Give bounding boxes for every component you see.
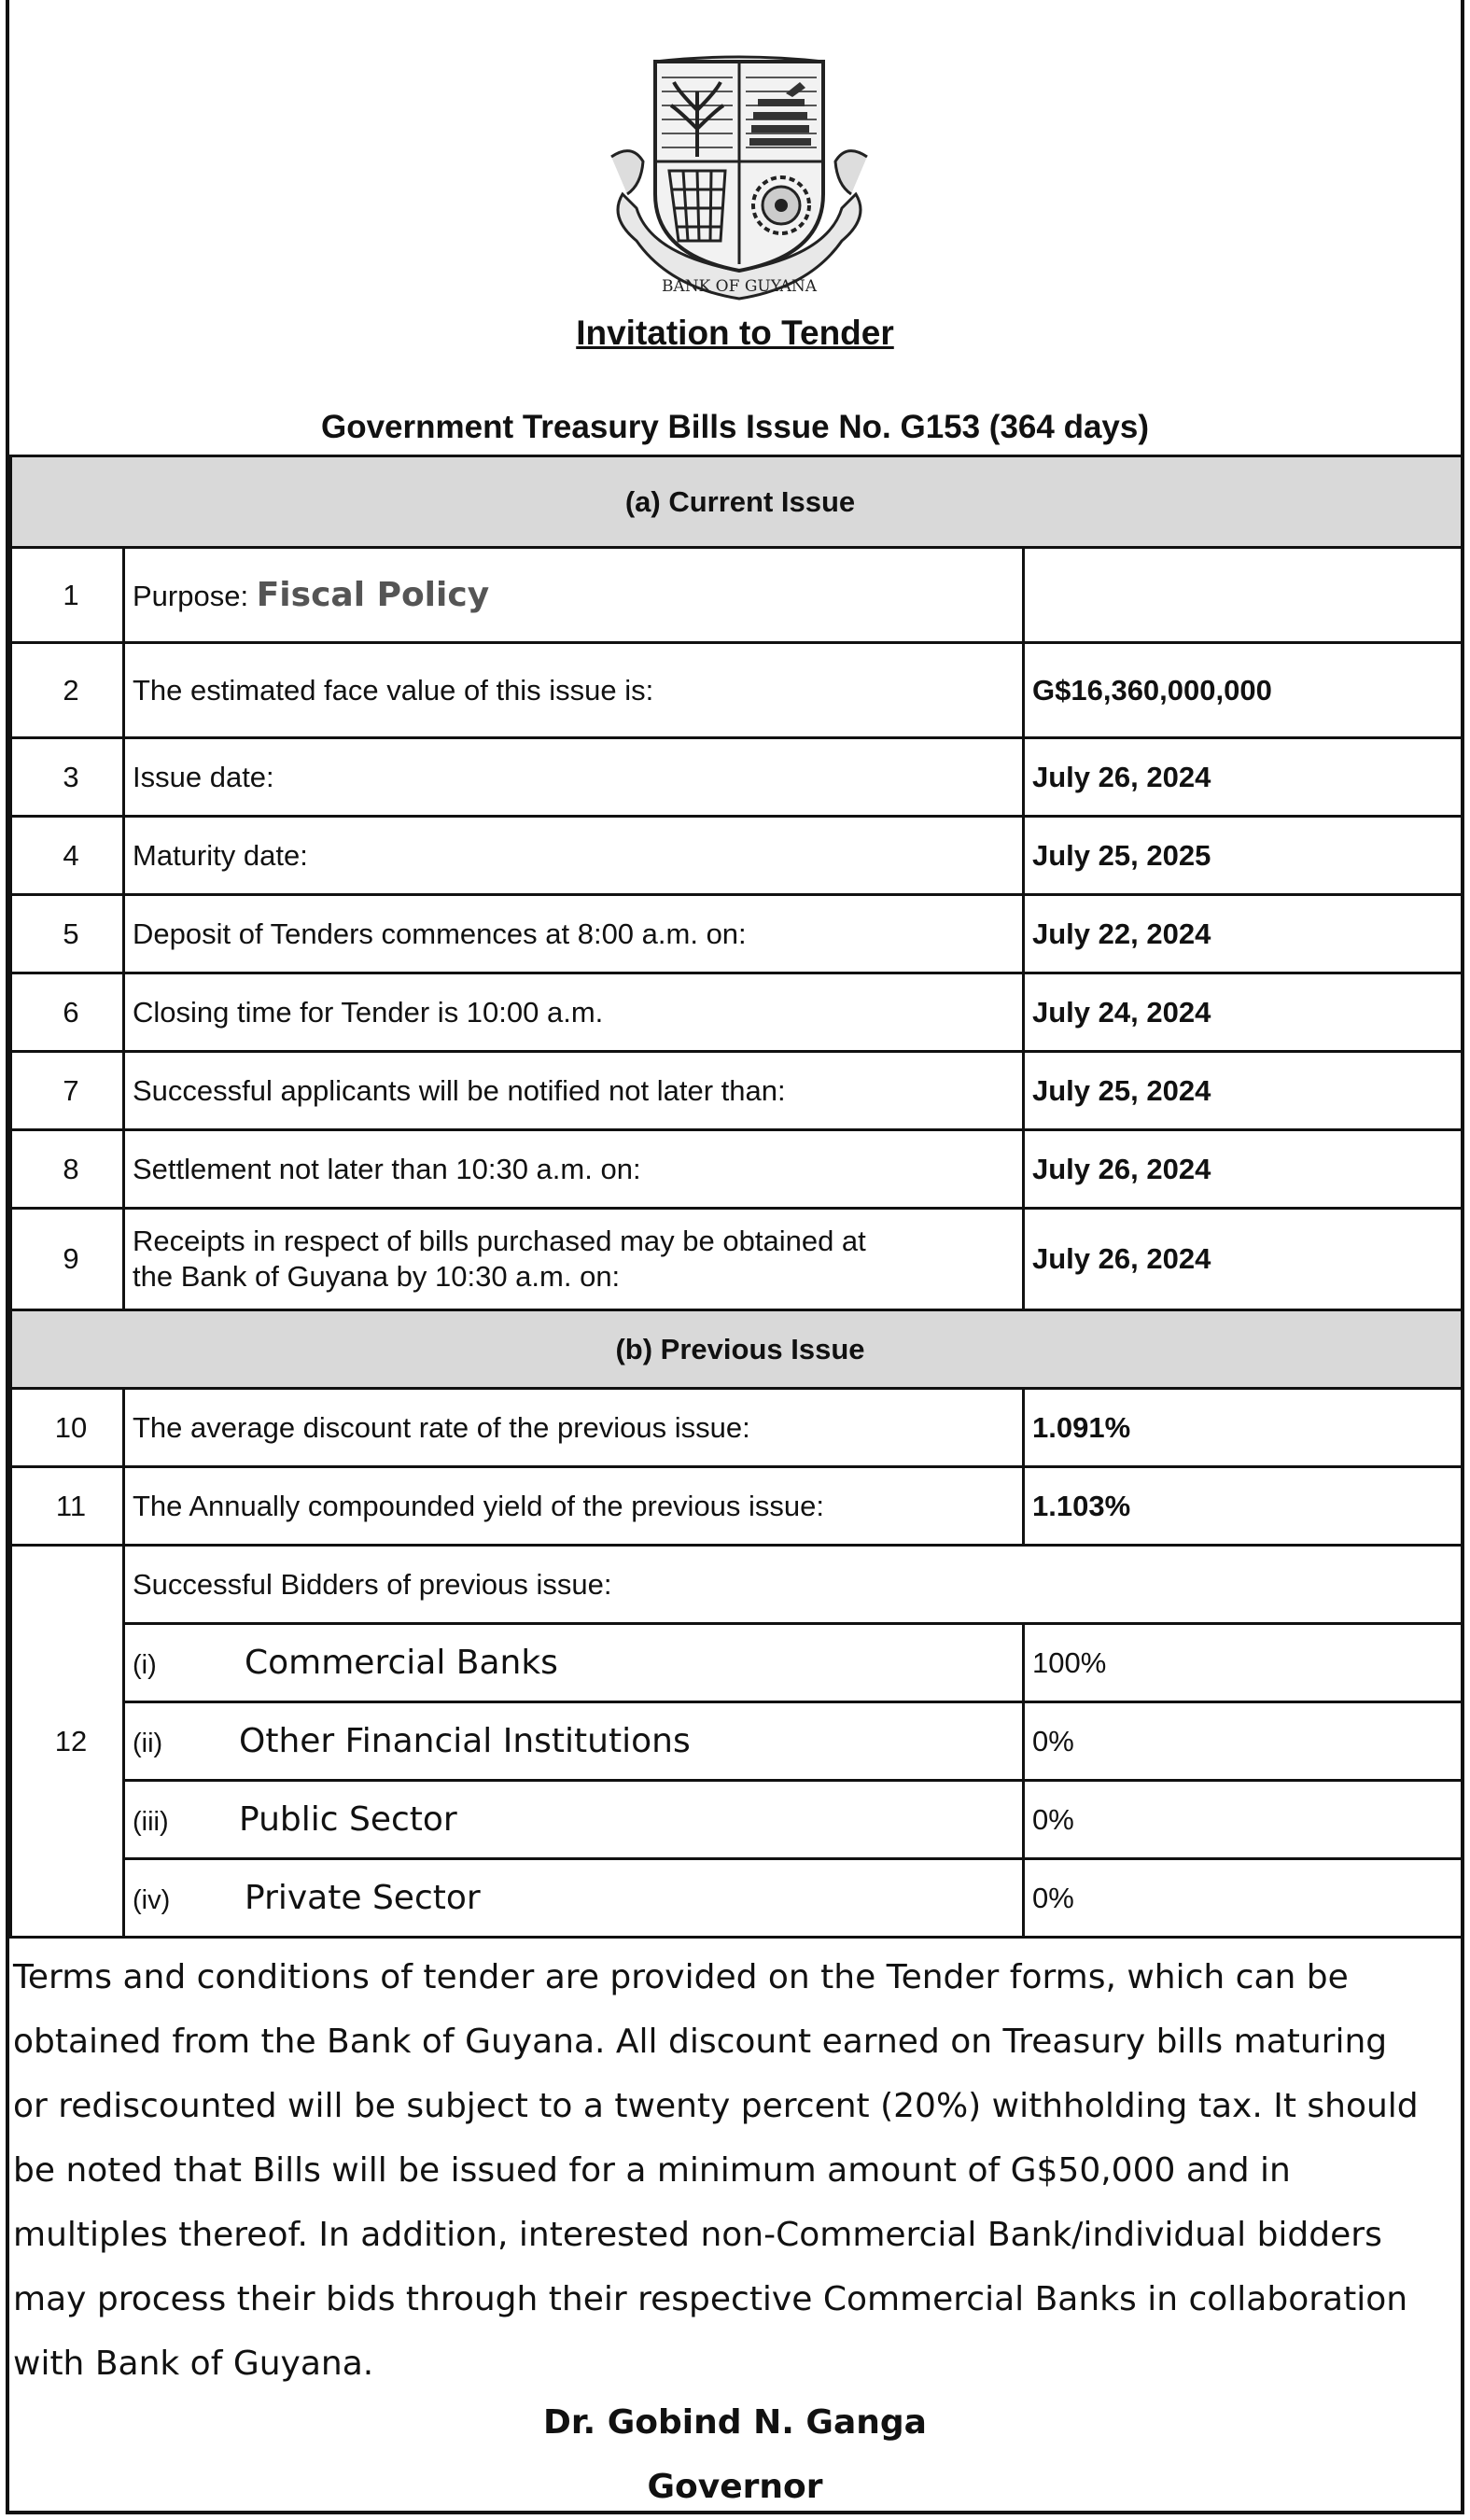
row-number: 9 [11,1209,124,1310]
receipts-date: July 26, 2024 [1024,1209,1463,1310]
table-row [11,1052,1463,1130]
row-label: Deposit of Tenders commences at 8:00 a.m. on: [124,895,1024,973]
tender-table [9,455,1463,1939]
row-number: 8 [11,1130,124,1209]
row-label: Successful applicants will be notified not later than: [124,1052,1024,1130]
row-label: The estimated face value of this issue is: [124,643,1024,738]
discount-rate: 1.091% [1024,1389,1463,1467]
row-number: 2 [11,643,124,738]
bidder-label: (iv) Private Sector [124,1859,1024,1938]
bidder-row [11,1702,1463,1781]
bidder-label: (i) Commercial Banks [124,1624,1024,1702]
terms-line: with Bank of Guyana. [13,2345,374,2383]
signatory-name: Dr. Gobind N. Ganga [543,2403,927,2442]
terms-line: or rediscounted will be subject to a twenty percent (20%) withholding tax. It should [13,2087,1419,2125]
terms-line: be noted that Bills will be issued for a minimum amount of G$50,000 and in [13,2151,1291,2190]
table-row [11,1389,1463,1467]
table-row [11,1209,1463,1310]
svg-text:BANK OF GUYANA: BANK OF GUYANA [661,277,818,296]
page-title: Invitation to Tender [576,314,894,352]
section-heading-row [11,1310,1463,1389]
bidder-pct: 100% [1024,1624,1463,1702]
row-number: 10 [11,1389,124,1467]
table-row [11,548,1463,643]
table-row [11,738,1463,817]
row-number: 5 [11,895,124,973]
row-number: 3 [11,738,124,817]
table-row [11,643,1463,738]
bank-of-guyana-seal-icon [604,54,875,319]
purpose-value: Fiscal Policy [256,576,490,614]
table-row [11,1546,1463,1624]
section-a-heading: (a) Current Issue [11,456,1463,548]
bidder-label: (ii) Other Financial Institutions [124,1702,1024,1781]
bidder-label: (iii) Public Sector [124,1781,1024,1859]
table-row [11,817,1463,895]
row-number: 7 [11,1052,124,1130]
table-row [11,1130,1463,1209]
table-row [11,973,1463,1052]
row-label: The average discount rate of the previous issue: [124,1389,1024,1467]
row-label: Settlement not later than 10:30 a.m. on: [124,1130,1024,1209]
section-heading-row [11,456,1463,548]
settlement-date: July 26, 2024 [1024,1130,1463,1209]
row-number: 11 [11,1467,124,1546]
bidder-pct: 0% [1024,1781,1463,1859]
notification-date: July 25, 2024 [1024,1052,1463,1130]
row-number: 1 [11,548,124,643]
maturity-date: July 25, 2025 [1024,817,1463,895]
compounded-yield: 1.103% [1024,1467,1463,1546]
closing-date: July 24, 2024 [1024,973,1463,1052]
row-value [1024,548,1463,643]
terms-line: obtained from the Bank of Guyana. All discount earned on Treasury bills maturing [13,2023,1388,2061]
bidders-heading: Successful Bidders of previous issue: [124,1546,1463,1624]
bidder-row [11,1624,1463,1702]
row-label: The Annually compounded yield of the previous issue: [124,1467,1024,1546]
table-row [11,895,1463,973]
deposit-date: July 22, 2024 [1024,895,1463,973]
issue-subtitle: Government Treasury Bills Issue No. G153 (364 days) [320,409,1150,445]
row-label: Issue date: [124,738,1024,817]
bidder-pct: 0% [1024,1702,1463,1781]
terms-paragraph [13,1945,1450,2396]
row-label: Closing time for Tender is 10:00 a.m. [124,973,1024,1052]
row-label: Receipts in respect of bills purchased may be obtained at the Bank of Guyana by 10:30 a.m. on: [124,1209,1024,1310]
bidder-pct: 0% [1024,1859,1463,1938]
terms-line: may process their bids through their respective Commercial Banks in collaboration [13,2280,1408,2318]
terms-line: multiples thereof. In addition, interested non-Commercial Bank/individual bidders [13,2216,1382,2254]
signatory-title: Governor [647,2468,823,2506]
section-b-heading: (b) Previous Issue [11,1310,1463,1389]
row-number: 4 [11,817,124,895]
terms-line: Terms and conditions of tender are provided on the Tender forms, which can be [13,1958,1349,1996]
table-row [11,1467,1463,1546]
face-value: G$16,360,000,000 [1024,643,1463,738]
row-number: 12 [11,1546,124,1938]
bidder-row [11,1859,1463,1938]
bidder-row [11,1781,1463,1859]
row-label: Purpose: Fiscal Policy [124,548,1024,643]
issue-date: July 26, 2024 [1024,738,1463,817]
row-label: Maturity date: [124,817,1024,895]
row-number: 6 [11,973,124,1052]
